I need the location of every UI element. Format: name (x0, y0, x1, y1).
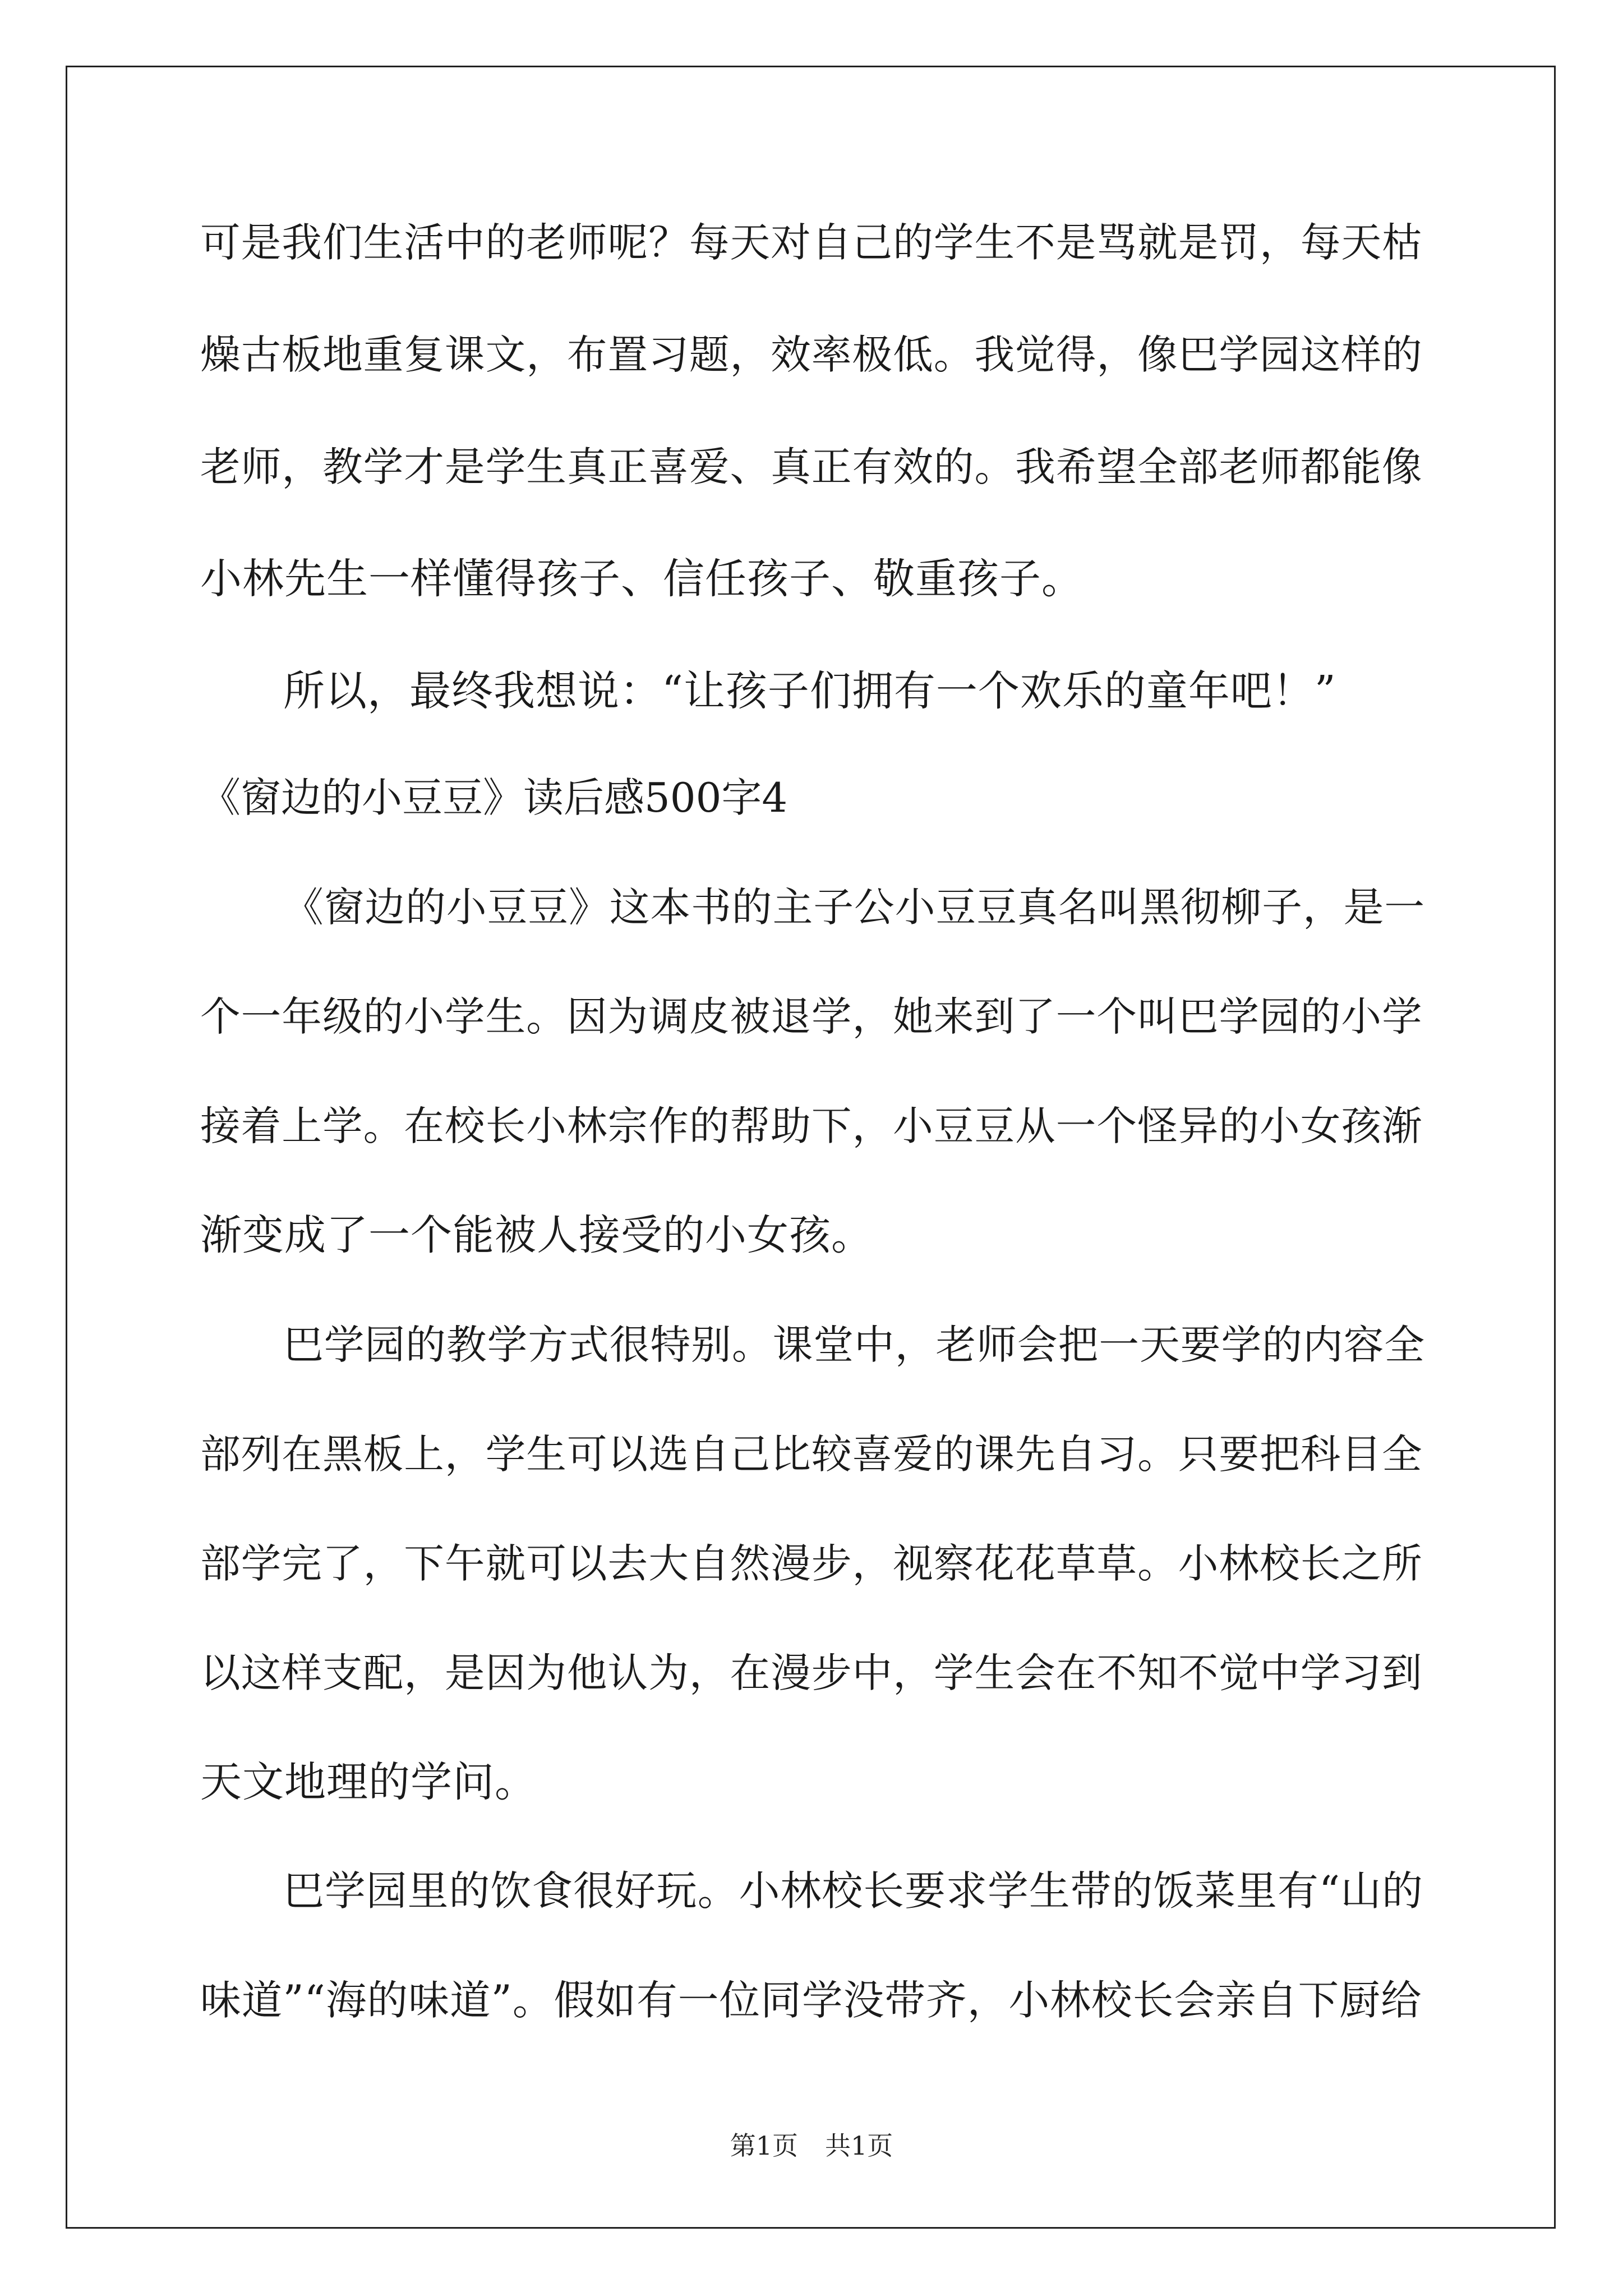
page-number: 第1页 (730, 2131, 798, 2161)
text-line: 老师，教学才是学生真正喜爱、真正有效的。我希望全部老师都能像 (200, 443, 1423, 490)
text-line: 《窗边的小豆豆》这本书的主子公小豆豆真名叫黑彻柳子，是一 (283, 884, 1426, 931)
text-line: 所以，最终我想说：“让孩子们拥有一个欢乐的童年吧！” (283, 667, 1336, 715)
page-footer (0, 2129, 1623, 2162)
text-line: 小林先生一样懂得孩子、信任孩子、敬重孩子。 (200, 555, 1083, 603)
text-line: 部列在黑板上，学生可以选自己比较喜爱的课先自习。只要把科目全 (200, 1430, 1423, 1478)
section-heading: 《窗边的小豆豆》读后感500字4 (200, 774, 788, 821)
page-total: 共1页 (825, 2131, 893, 2161)
text-line: 部学完了，下午就可以去大自然漫步，视察花花草草。小林校长之所 (200, 1540, 1423, 1587)
text-line: 味道”“海的味道”。假如有一位同学没带齐，小林校长会亲自下厨给 (200, 1977, 1422, 2024)
text-line: 燥古板地重复课文，布置习题，效率极低。我觉得，像巴学园这样的 (200, 331, 1423, 378)
text-line: 天文地理的学问。 (200, 1758, 537, 1806)
text-line: 巴学园里的饮食很好玩。小林校长要求学生带的饭菜里有“山的 (283, 1867, 1423, 1915)
text-line: 个一年级的小学生。因为调皮被退学，她来到了一个叫巴学园的小学 (200, 993, 1423, 1040)
text-line: 可是我们生活中的老师呢？每天对自己的学生不是骂就是罚，每天枯 (200, 219, 1423, 266)
text-line: 以这样支配，是因为他认为，在漫步中，学生会在不知不觉中学习到 (200, 1649, 1423, 1696)
text-line: 接着上学。在校长小林宗作的帮助下，小豆豆从一个怪异的小女孩渐 (200, 1102, 1423, 1149)
text-line: 渐变成了一个能被人接受的小女孩。 (200, 1211, 873, 1259)
text-line: 巴学园的教学方式很特别。课堂中，老师会把一天要学的内容全 (283, 1321, 1426, 1368)
